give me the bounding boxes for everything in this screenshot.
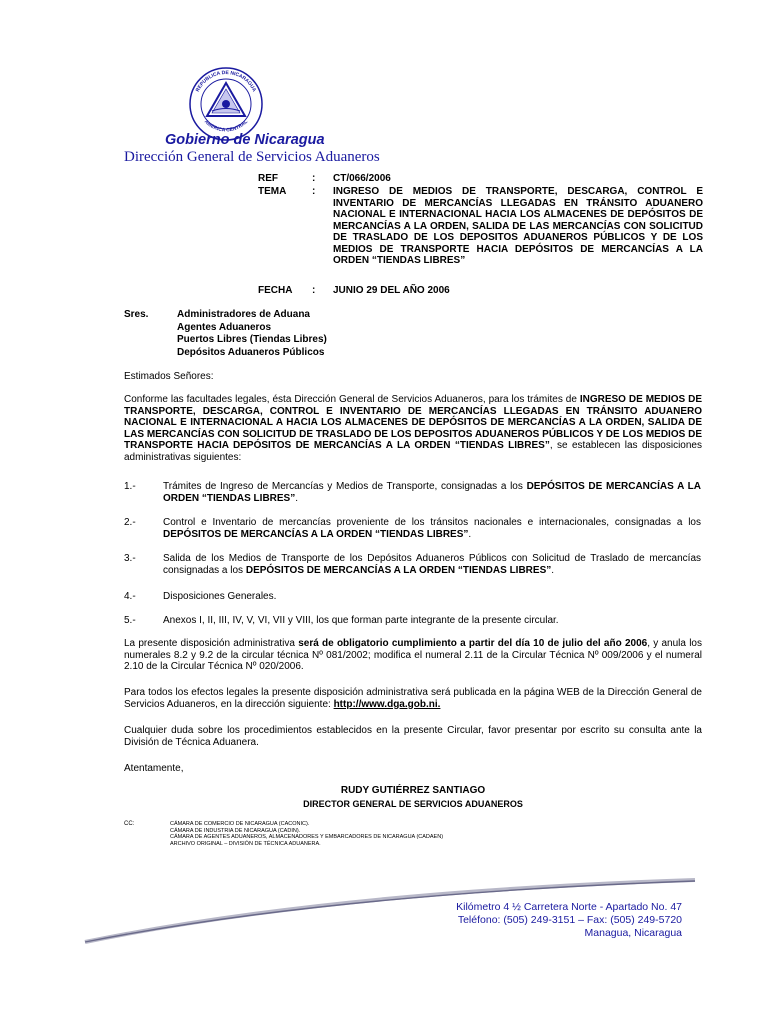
greeting: Estimados Señores: — [124, 371, 214, 382]
cc-line: CÁMARA DE AGENTES ADUANEROS, ALMACENADORES Y EMBARCADORES DE NICARAGUA (CADAEN) — [170, 834, 444, 840]
recipients-label: Sres. — [124, 309, 149, 320]
item-number: 5.- — [124, 615, 136, 626]
footer-address: Kilómetro 4 ½ Carretera Norte - Apartado No. 47 — [456, 901, 682, 913]
tema-value: INGRESO DE MEDIOS DE TRANSPORTE, DESCARGA, CONTROL E INVENTARIO DE MERCANCÍAS LLEGADAS EN TRÁNSITO ADUANERO NACIONAL E INTERNACIONAL HACIA LOS ALMACENES DE DEPÓSITOS DE MERCANCÍAS A LA ORDEN, SALIDA DE LAS MERCANCÍAS CON SOLICITUD DE TRASLADO DE LOS DEPOSITOS ADUANEROS PÚBLICOS Y DE LOS MEDIOS DE TRANSPORTE HACIA DEPÓSITOS DE MERCANCÍAS A LA ORDEN “TIENDAS LIBRES” — [333, 186, 703, 266]
fecha-colon: : — [312, 285, 316, 296]
ref-value: CT/066/2006 — [333, 173, 391, 184]
recipient-line: Depósitos Aduaneros Públicos — [177, 346, 325, 358]
tema-label: TEMA — [258, 186, 287, 197]
cc-list — [170, 821, 443, 847]
nicaragua-seal-icon — [188, 66, 264, 142]
recipient-line: Agentes Aduaneros — [177, 321, 272, 333]
signatory-name: RUDY GUTIÉRREZ SANTIAGO — [340, 785, 486, 796]
intro-text: Conforme las facultades legales, ésta Dirección General de Servicios Aduaneros, para los trámites de — [124, 394, 580, 405]
cc-line: CÁMARA DE COMERCIO DE NICARAGUA (CACONIC). — [170, 821, 310, 827]
intro-paragraph — [124, 394, 702, 464]
closing: Atentamente, — [124, 763, 184, 774]
item-text: Trámites de Ingreso de Mercancías y Medios de Transporte, consignadas a los DEPÓSITOS DE MERCANCÍAS A LA ORDEN “TIENDAS LIBRES”. — [163, 481, 701, 504]
questions-paragraph: Cualquier duda sobre los procedimientos establecidos en la presente Circular, favor presentar por escrito su consulta ante la División de Técnica Aduanera. — [124, 725, 702, 748]
item-number: 4.- — [124, 591, 136, 602]
fecha-label: FECHA — [258, 285, 293, 296]
recipient-line: Administradores de Aduana — [177, 309, 310, 320]
footer-phone: Teléfono: (505) 249-3151 – Fax: (505) 249-5720 — [457, 914, 682, 926]
footer-city: Managua, Nicaragua — [584, 927, 682, 939]
ref-colon: : — [312, 173, 316, 184]
directorate-subtitle: Dirección General de Servicios Aduaneros — [124, 149, 380, 165]
intro-bold-text: INGRESO DE MEDIOS DE TRANSPORTE, DESCARGA, CONTROL E INVENTARIO DE MERCANCÍAS LLEGADAS EN TRÁNSITO ADUANERO NACIONAL E INTERNACIONAL A HACIA LOS ALMACENES DE DEPÓSITOS DE MERCANCÍAS A LA ORDEN, SALIDA DE LAS MERCANCÍAS CON SOLICITUD DE TRASLADO DE LOS DEPOSITOS ADUANEROS PÚBLICOS Y DE LOS MEDIOS DE TRANSPORTE HACIA DEPÓSITOS DE MERCANCÍAS A LA ORDEN “TIENDAS LIBRES” — [124, 394, 702, 452]
cc-label: CC: — [124, 821, 135, 827]
publication-paragraph: Para todos los efectos legales la presente disposición administrativa será publicada en la página WEB de la Dirección General de Servicios Aduaneros, en la dirección siguiente: http://www.dga.gob.ni. — [124, 687, 702, 710]
dga-website-link[interactable]: http://www.dga.gob.ni. — [333, 698, 441, 710]
item-number: 2.- — [124, 517, 136, 528]
recipient-line: Puertos Libres (Tiendas Libres) — [177, 334, 327, 345]
intro-tail-text: , se establecen las disposiciones administrativas siguientes: — [124, 440, 702, 463]
item-number: 1.- — [124, 481, 136, 492]
government-title: Gobierno de Nicaragua — [165, 132, 325, 148]
signatory-title: DIRECTOR GENERAL DE SERVICIOS ADUANEROS — [303, 799, 523, 809]
ref-label: REF — [258, 173, 278, 184]
effective-date-paragraph: La presente disposición administrativa será de obligatorio cumplimiento a partir del día 10 de julio del año 2006, y anula los numerales 8.2 y 9.2 de la circular técnica Nº 081/2002; modifica el numeral 2.11 de la Circular Técnica Nº 009/2006 y el numeral 2.10 de la Circular Técnica Nº 020/2006. — [124, 638, 702, 673]
item-number: 3.- — [124, 553, 136, 564]
item-text: Salida de los Medios de Transporte de los Depósitos Aduaneros Públicos con Solicitud de Traslado de mercancías consignadas a los DEPÓSITOS DE MERCANCÍAS A LA ORDEN “TIENDAS LIBRES”. — [163, 553, 701, 576]
tema-colon: : — [312, 186, 316, 197]
item-text: Disposiciones Generales. — [163, 591, 277, 602]
item-text: Control e Inventario de mercancías proveniente de los tránsitos nacionales e internacionales, consignadas a los DEPÓSITOS DE MERCANCÍAS A LA ORDEN “TIENDAS LIBRES”. — [163, 517, 701, 540]
cc-line: CÁMARA DE INDUSTRIA DE NICARAGUA (CADIN). — [170, 827, 301, 834]
fecha-value: JUNIO 29 DEL AÑO 2006 — [333, 285, 450, 296]
seal-text-bottom: AMERICA CENTRAL — [202, 118, 250, 134]
cc-line: ARCHIVO ORIGINAL – DIVISIÓN DE TÉCNICA ADUANERA. — [170, 840, 321, 847]
seal-text-top: REPUBLICA DE NICARAGUA — [194, 69, 258, 93]
item-text: Anexos I, II, III, IV, V, VI, VII y VIII, los que forman parte integrante de la presente circular. — [163, 615, 559, 626]
recipients-list — [177, 309, 327, 359]
